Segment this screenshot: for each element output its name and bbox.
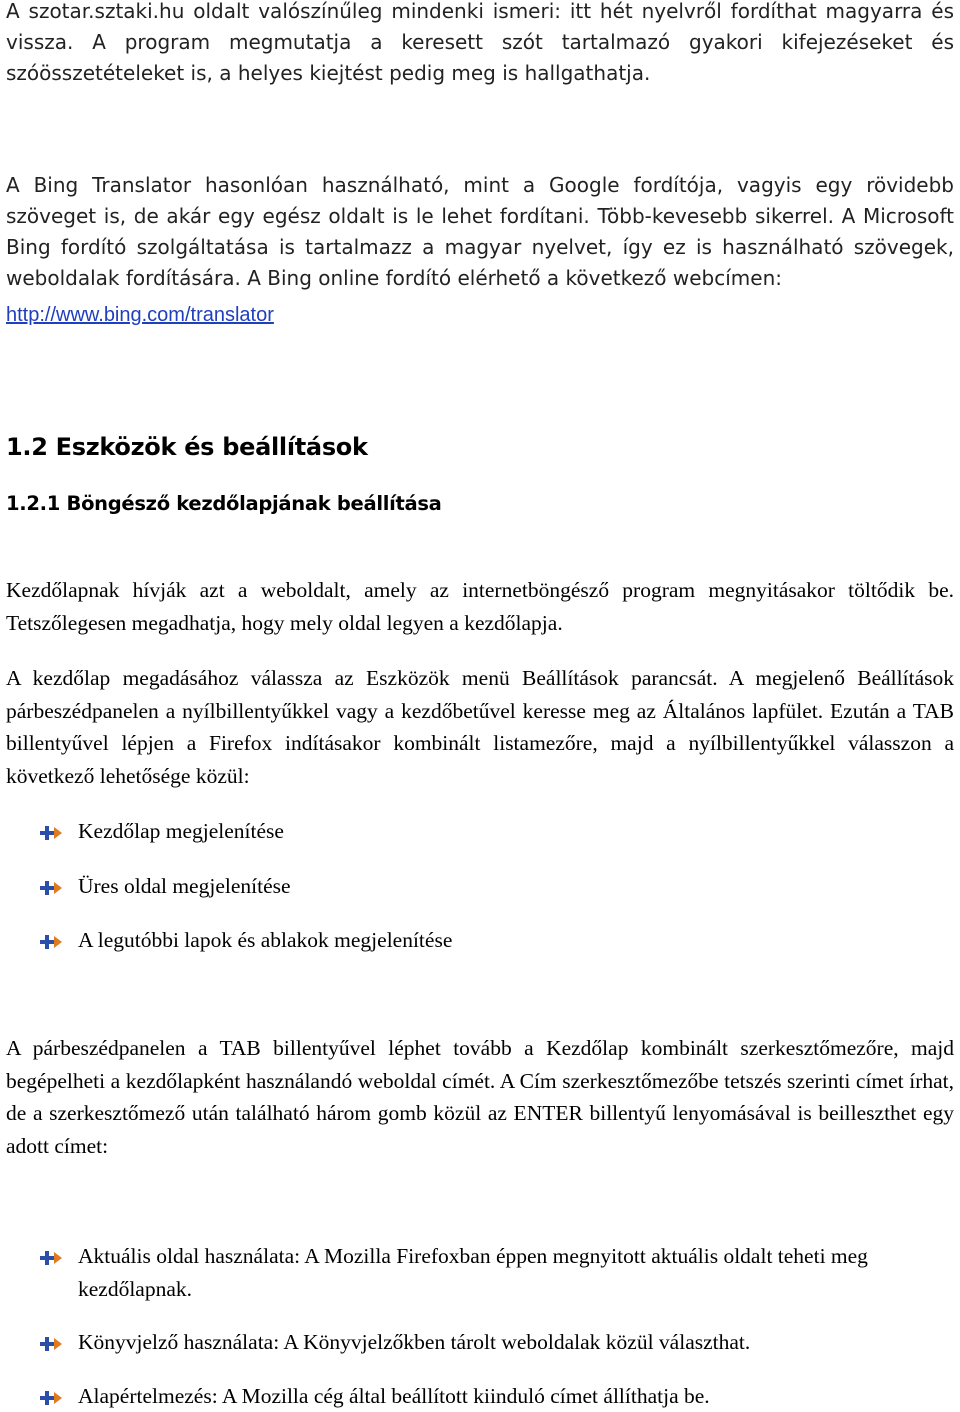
list-item (6, 1380, 954, 1412)
address-field-paragraph: A párbeszédpanelen a TAB billentyűvel léphet tovább a Kezdőlap kombinált szerkesztőmezőre, majd begépelheti a kezdőlapként használandó weboldal címét. A Cím szerkesztőmezőbe tetszés szerinti címet írhat, de a szerkesztőmező után található három gomb közül az ENTER billentyű lenyomásával is beilleszthet egy adott címet: (6, 1036, 954, 1158)
homepage-buttons-list (6, 1240, 954, 1412)
list-item (6, 1240, 954, 1305)
homepage-intro-paragraph: Kezdőlapnak hívják azt a weboldalt, amely az internetböngésző program megnyitásakor töltődik be. Tetszőlegesen megadhatja, hogy mely oldal legyen a kezdőlapja. (6, 578, 954, 635)
list-item-text: Kezdőlap megjelenítése (78, 819, 284, 843)
list-item-text: Könyvjelző használata: A Könyvjelzőkben tárolt weboldalak közül választhat. (78, 1330, 751, 1354)
arrow-bullet-icon (40, 824, 62, 842)
intro-paragraph-bing: A Bing Translator hasonlóan használható, mint a Google fordítója, vagyis egy rövidebb szöveget is, de akár egy egész oldalt is le lehet fordítani. Több-kevesebb sikerrel. A Microsoft Bing fordító szolgáltatása is tartalmazz a magyar nyelvet, így ez is használható szövegek, weboldalak fordítására. A Bing online fordító elérhető a következő webcímen: (6, 173, 954, 290)
arrow-bullet-icon (40, 933, 62, 951)
bing-block (6, 170, 954, 327)
arrow-bullet-icon (40, 1389, 62, 1407)
intro-paragraph-sztaki: A szotar.sztaki.hu oldalt valószínűleg mindenki ismeri: itt hét nyelvről fordíthat magyarra és vissza. A program megmutatja a keresett szót tartalmazó gyakori kifejezéseket és szóösszetételeket is, a helyes kiejtést pedig meg is hallgathatja. (6, 0, 954, 85)
section-heading: 1.2 Eszközök és beállítások (6, 433, 368, 461)
subsection-heading: 1.2.1 Böngésző kezdőlapjának beállítása (6, 492, 442, 515)
arrow-bullet-icon (40, 1335, 62, 1353)
list-item-text: Üres oldal megjelenítése (78, 873, 291, 898)
bing-translator-link[interactable]: http://www.bing.com/translator (6, 304, 274, 326)
list-item (6, 870, 954, 903)
list-item-text: Aktuális oldal használata: A Mozilla Firefoxban éppen megnyitott aktuális oldalt teheti meg kezdőlapnak. (78, 1244, 868, 1301)
list-item-text: A legutóbbi lapok és ablakok megjelenítése (78, 928, 453, 952)
startup-options-list (6, 815, 954, 957)
list-item (6, 1326, 954, 1359)
arrow-bullet-icon (40, 1249, 62, 1267)
arrow-bullet-icon (40, 879, 62, 897)
list-item-text: Alapértelmezés: A Mozilla cég által beállított kiinduló címet állíthatja be. (78, 1383, 710, 1408)
list-item (6, 924, 954, 957)
list-item (6, 815, 954, 848)
homepage-settings-paragraph: A kezdőlap megadásához válassza az Eszközök menü Beállítások parancsát. A megjelenő Beállítások párbeszédpanelen a nyílbillentyűkkel vagy a kezdőbetűvel keresse meg az Általános lapfület. Ezután a TAB billentyűvel lépjen a Firefox indításakor kombinált listamezőre, majd a nyílbillentyűkkel válasszon a következő lehetősége közül: (6, 666, 954, 788)
